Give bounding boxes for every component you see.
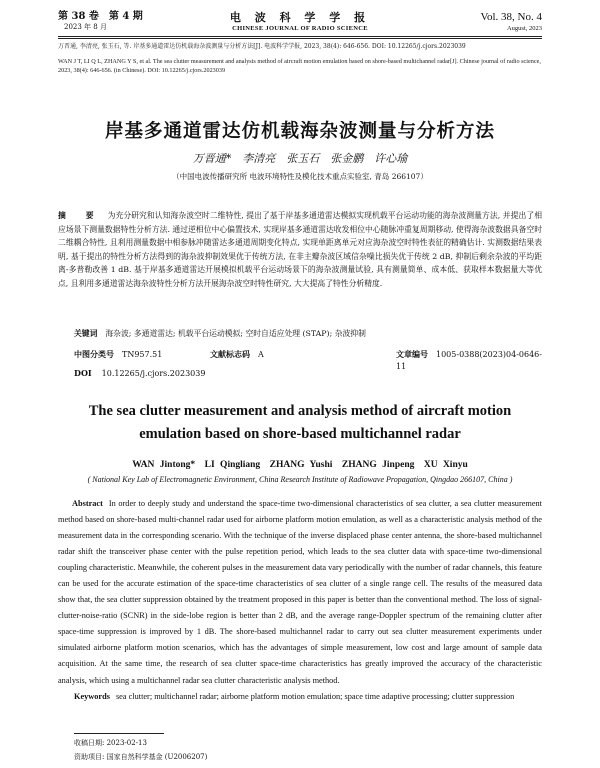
clc-value: TN957.51 (122, 350, 163, 359)
document-code-label: 文献标志码 (210, 349, 250, 359)
header-volume-en: Vol. 38, No. 4 (480, 11, 542, 23)
document-code-value: A (258, 350, 264, 359)
abstract-en-text: In order to deeply study and understand the space-time two-dimensional characteristics of sea clutter, a sea clutter measurement method based on shore-based multi-channel radar used for airborne platform motion emulation, as well as a characteristic analysis method of the measurement data in the corresponding scenario. With the technique of the inverse displaced phase center antenna, the shore-based multichannel radar shift the transceiver phase center with the pulse repetition period, which leads to the sea clutter data with space-time two-dimensional coupling characteristic. Meanwhile, the coherent pulses in the measurement data vary periodically with the number of radar channels, this feature can be used for the accurate estimation of the space-time characteristics of sea clutter of a single range cell. The results of the measured data show that, the sea clutter suppression obtained by the treatment proposed in this paper is better than the conventional method. The loss of signal-clutter-noise-ratio (SCNR) in the side-lobe region is better than 2 dB, and the average range-Doppler spectrum of the remaining clutter after space-time suppression is improved by 1 dB. The shore-based multichannel radar to carry out sea clutter measurement experiments under simulated airborne platform motion scenarios, which has the advantages of simple measurement, low cost and large amount of sample data acquisition. At the same time, the research of sea clutter space-time characteristics has greatly improved the accuracy of the characteristic analysis, which using a multichannel radar sea clutter characteristic analysis method. (58, 499, 542, 685)
header-rule-top (58, 36, 542, 37)
abstract-en (58, 496, 542, 705)
citation-en: WAN J T, LI Q L, ZHANG Y S, et al. The sea clutter measurement and analysis method of aircraft motion emulation based on shore-based multichannel radar[J]. Chinese journal of radio science, 2023, 38(4): 646-656. (in Chinese). DOI: 10.12265/j.cjors.2023039 (58, 58, 541, 74)
paper-title-zh: 岸基多通道雷达仿机载海杂波测量与分析方法 (104, 121, 495, 142)
keywords-zh-text: 海杂波; 多通道雷达; 机载平台运动模拟; 空时自适应处理 (STAP); 杂波抑制 (105, 329, 366, 338)
header-volume-block (58, 11, 143, 32)
header-date-zh: 2023 年 8 月 (64, 23, 107, 31)
paper-title-en: The sea clutter measurement and analysis method of aircraft motion emulation based on shore-based multichannel radar (88, 403, 512, 442)
header-volume-zh: 第 38 卷 第 4 期 (58, 11, 143, 22)
document-code (210, 348, 264, 361)
abstract-zh (58, 209, 542, 291)
abstract-zh-text: 为充分研究和认知海杂波空时二维特性, 提出了基于岸基多通道雷达模拟实现机载平台运动功能的海杂波测量方法, 并提出了相应场景下测量数据特性分析方法. 通过逆相位中心偏置技术, 实现岸基多通道雷达收发相位中心随脉冲重复周期移动, 使得海杂波数据具备空时二维耦合特性, 且利用测量数据中相参脉冲随雷达多通道周期变化特点, 实现单距离单元对应海杂波空时特性表征的精确估计. 实测数据结果表明, 基于提出的特性分析方法得到的海杂波抑制效果优于传统方法, 在非主瓣杂波区域信杂噪比损失优于传统 2 dB, 抑制后剩余杂波的平均距离-多普勒改善 1 dB. 基于岸基多通道雷达开展模拟机载平台运动场景下的海杂波测量试验, 具有测量简单、成本低、获取样本数据量大等优点, 且利用多通道雷达海杂波特性分析方法开展海杂波空时特性研究, 大大提高了特性分析精度. (58, 211, 542, 288)
footnote-received: 收稿日期: 2023-02-13 (74, 739, 147, 747)
abstract-zh-label: 摘 要 (58, 211, 100, 220)
authors-zh: 万晋通* 李清亮 张玉石 张金鹏 许心瑜 (192, 152, 408, 165)
keywords-en-text: sea clutter; multichannel radar; airborne platform motion emulation; space time adaptive processing; clutter suppression (115, 691, 515, 701)
abstract-en-label: Abstract (72, 499, 103, 508)
authors-en: WAN Jintong* LI Qingliang ZHANG Yushi ZHANG Jinpeng XU Xinyu (132, 460, 468, 470)
doi-label: DOI (74, 368, 92, 378)
header-date-en: August, 2023 (506, 25, 542, 32)
keywords-zh (74, 328, 542, 340)
article-number-value: 1005-0388(2023)04-0646-11 (396, 350, 542, 371)
affiliation-zh: （中国电波传播研究所 电波环境特性及模化技术重点实验室, 青岛 266107） (172, 172, 428, 181)
doi-row (74, 367, 205, 380)
affiliation-en: ( National Key Lab of Electromagnetic Environment, China Research Institute of Radiowave Propagation, Qingdao 266107, China ) (87, 475, 513, 484)
clc-label: 中图分类号 (74, 349, 114, 359)
citation-zh: 万晋通, 李清亮, 张玉石, 等. 岸基多通道雷达仿机载海杂波测量与分析方法[J]. 电波科学学报, 2023, 38(4): 646-656. DOI: 10.12265/j.cjors.2023039 (58, 43, 466, 50)
footnote-rule (74, 733, 164, 734)
article-number (396, 348, 542, 373)
header-issue-block (480, 11, 542, 33)
header-rule-bottom (58, 38, 542, 39)
clc-number (74, 348, 162, 361)
header-journal-en: CHINESE JOURNAL OF RADIO SCIENCE (232, 25, 368, 32)
doi-value: 10.12265/j.cjors.2023039 (101, 369, 206, 378)
footnote-funding: 资助项目: 国家自然科学基金 (U2006207) (74, 753, 208, 761)
keywords-zh-label: 关键词 (74, 329, 98, 338)
header-journal-zh: 电 波 科 学 学 报 (229, 11, 371, 24)
article-number-label: 文章编号 (396, 349, 428, 359)
header-journal-block (180, 11, 420, 33)
keywords-en-label: Keywords (74, 691, 110, 701)
